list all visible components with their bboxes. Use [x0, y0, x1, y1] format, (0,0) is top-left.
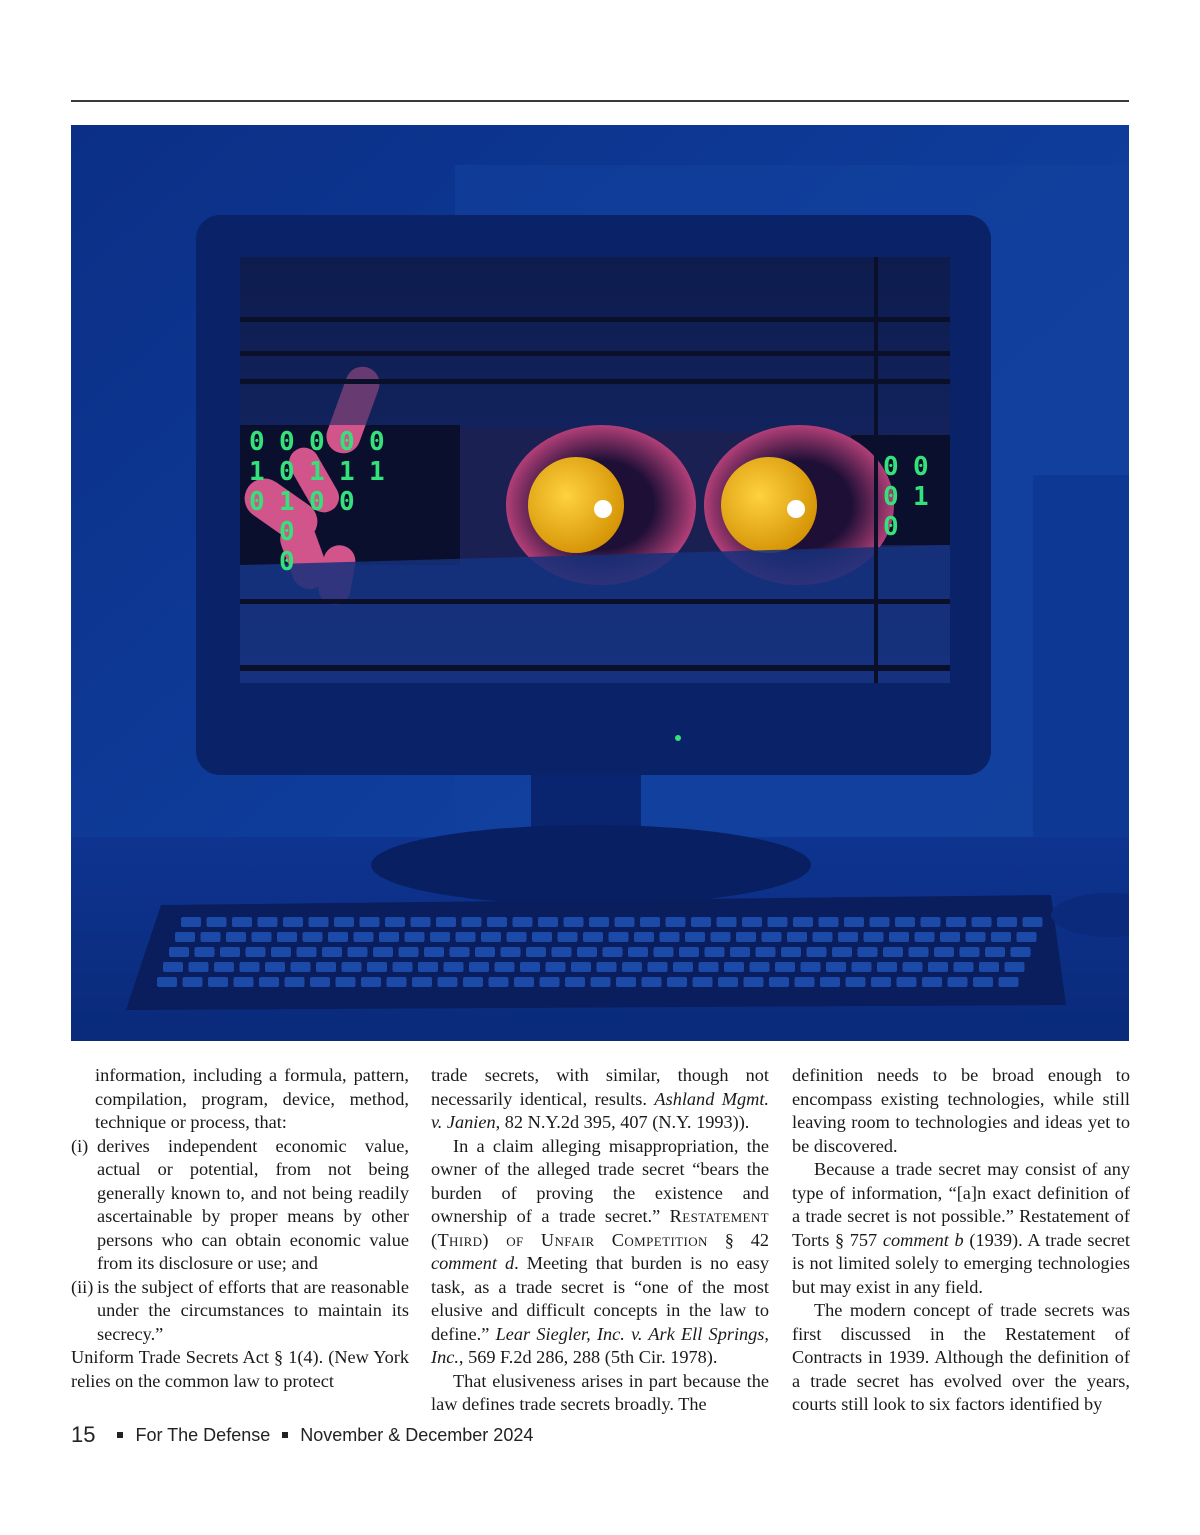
keyboard-key	[615, 917, 635, 927]
keyboard-key	[252, 932, 272, 942]
keyboard-key	[1011, 947, 1031, 957]
keyboard-key	[801, 962, 821, 972]
item-text: derives independent economic value, actual or potential, from not being generally known to, and not being readily ascertainable by proper means by other persons who can obtain economic value from its disclosure or use; and	[97, 1135, 409, 1273]
keyboard-key	[909, 947, 929, 957]
keyboard-key	[691, 917, 711, 927]
keyboard-key	[660, 932, 680, 942]
keyboard-key	[769, 977, 789, 987]
keyboard-key	[928, 962, 948, 972]
keyboard-key	[265, 962, 285, 972]
keyboard-key	[699, 962, 719, 972]
binary-digit: 0	[883, 452, 899, 482]
keyboard-key	[832, 947, 852, 957]
issue-date: November & December 2024	[300, 1424, 534, 1445]
text-run: (1939). A trade secret is not limited solely to emerging technologies but may exist in any field.	[792, 1229, 1130, 1297]
keyboard-key	[277, 932, 297, 942]
keyboard-key	[616, 977, 636, 987]
keyboard-key	[336, 977, 356, 987]
keyboard-key	[718, 977, 738, 987]
keyboard-key	[342, 962, 362, 972]
keyboard-key	[756, 947, 776, 957]
keyboard-key	[628, 947, 648, 957]
keyboard-key	[334, 917, 354, 927]
keyboard-key	[768, 917, 788, 927]
keyboard-key	[271, 947, 291, 957]
keyboard-key	[622, 962, 642, 972]
keyboard-key	[565, 977, 585, 987]
bullet-separator-icon	[282, 1432, 288, 1438]
keyboard-key	[571, 962, 591, 972]
text-column-3	[792, 1064, 1130, 1417]
keyboard-key	[450, 947, 470, 957]
keyboard-key	[354, 932, 374, 942]
case-name: Lear Siegler, Inc. v. Ark Ell Springs, Inc.	[431, 1323, 769, 1367]
keyboard-key	[297, 947, 317, 957]
article-illustration	[71, 125, 1129, 1041]
keyboard-key	[360, 917, 380, 927]
keyboard-key	[175, 932, 195, 942]
keyboard-key	[310, 977, 330, 987]
keyboard-key	[189, 962, 209, 972]
keyboard-key	[411, 917, 431, 927]
keyboard-key	[303, 932, 323, 942]
binary-digit: 1	[249, 457, 265, 487]
keyboard-key	[501, 947, 521, 957]
keyboard-key	[787, 932, 807, 942]
keyboard-key	[405, 932, 425, 942]
keyboard-key	[846, 977, 866, 987]
binary-digit: 1	[369, 457, 385, 487]
keyboard-key	[183, 977, 203, 987]
keyboard-key	[514, 977, 534, 987]
publication-name: For The Defense	[135, 1424, 271, 1445]
keyboard-key	[316, 962, 336, 972]
keyboard-key	[870, 917, 890, 927]
keyboard-key	[513, 917, 533, 927]
keyboard-key	[163, 962, 183, 972]
keyboard-key	[207, 917, 227, 927]
keyboard-key	[226, 932, 246, 942]
keyboard-key	[679, 947, 699, 957]
keyboard-key	[915, 932, 935, 942]
keyboard-key	[991, 932, 1011, 942]
keyboard-key	[934, 947, 954, 957]
keyboard-key	[742, 917, 762, 927]
keyboard-key	[157, 977, 177, 987]
keyboard-key	[291, 962, 311, 972]
keyboard-key	[711, 932, 731, 942]
keyboard-key	[597, 962, 617, 972]
comment-reference: comment b	[882, 1229, 964, 1250]
keyboard-key	[577, 947, 597, 957]
text-run: , 82 N.Y.2d 395, 407 (N.Y. 1993)).	[495, 1112, 750, 1132]
keyboard-key	[954, 962, 974, 972]
paragraph	[792, 1158, 1130, 1299]
text-run: Because a trade secret may consist of any type of information, “[a]n exact definition of a trade secret is not possible.” Restatement of Torts § 757	[792, 1159, 1130, 1250]
keyboard-key	[436, 917, 456, 927]
keyboard-key	[819, 917, 839, 927]
keyboard-key	[558, 932, 578, 942]
keyboard-key	[258, 917, 278, 927]
binary-digit: 0	[279, 457, 295, 487]
keyboard-key	[169, 947, 189, 957]
keyboard-key	[948, 977, 968, 987]
keyboard-key	[736, 932, 756, 942]
keyboard-key	[966, 932, 986, 942]
statute-quote-lead: information, including a formula, pattern, compilation, program, device, method, technique or process, that:	[95, 1065, 409, 1132]
binary-digit: 0	[883, 482, 899, 512]
keyboard-key	[793, 917, 813, 927]
keyboard-key	[234, 977, 254, 987]
keyboard-key	[481, 932, 501, 942]
paragraph: The modern concept of trade secrets was first discussed in the Restatement of Contracts in 1939. Although the definition of a trade secret has evolved over the years, courts still look to six factors identified by	[792, 1300, 1130, 1414]
keyboard-key	[462, 917, 482, 927]
keyboard-key	[960, 947, 980, 957]
binary-digit: 0	[913, 452, 929, 482]
bullet-separator-icon	[117, 1432, 123, 1438]
statute-item-i	[71, 1135, 409, 1276]
keyboard-key	[487, 917, 507, 927]
keyboard-key	[309, 917, 329, 927]
binary-digit: 0	[369, 427, 385, 457]
keyboard-key	[552, 947, 572, 957]
binary-digit: 1	[309, 457, 325, 487]
keyboard-key	[283, 917, 303, 927]
keyboard-key	[883, 947, 903, 957]
case-name: Ashland Mgmt. v. Janien	[431, 1088, 770, 1132]
keyboard-key	[693, 977, 713, 987]
keyboard-key	[322, 947, 342, 957]
text-run: , 569 F.2d 286, 288 (5th Cir. 1978).	[458, 1347, 718, 1367]
keyboard-key	[813, 932, 833, 942]
binary-digit: 1	[339, 457, 355, 487]
keyboard-key	[393, 962, 413, 972]
keyboard-key	[246, 947, 266, 957]
keyboard-key	[195, 947, 215, 957]
keyboard-key	[328, 932, 348, 942]
keyboard-key	[603, 947, 623, 957]
keyboard-key	[240, 962, 260, 972]
keyboard-key	[424, 947, 444, 957]
keyboard-key	[877, 962, 897, 972]
keyboard-key	[940, 932, 960, 942]
keyboard-key	[348, 947, 368, 957]
item-marker: (i)	[71, 1135, 89, 1156]
keyboard-key	[463, 977, 483, 987]
statute-item-ii	[71, 1276, 409, 1347]
keyboard-key	[730, 947, 750, 957]
keyboard-key	[475, 947, 495, 957]
keyboard-key	[232, 917, 252, 927]
keyboard-key	[852, 962, 872, 972]
text-run: trade secrets, with similar, though not necessarily identical, results.	[431, 1065, 769, 1109]
keyboard-key	[795, 977, 815, 987]
keyboard-key	[418, 962, 438, 972]
keyboard-key	[985, 947, 1005, 957]
keyboard-key	[972, 917, 992, 927]
keyboard-key	[897, 977, 917, 987]
keyboard-key	[922, 977, 942, 987]
paragraph: definition needs to be broad enough to encompass existing technologies, while still leaving room to technologies and ideas yet to be discovered.	[792, 1065, 1130, 1156]
page-number: 15	[71, 1422, 96, 1447]
keyboard-key	[648, 962, 668, 972]
paragraph	[431, 1135, 769, 1370]
keyboard-key	[540, 977, 560, 987]
text-column-1	[71, 1064, 409, 1393]
keyboard-key	[412, 977, 432, 987]
keyboard-key	[526, 947, 546, 957]
binary-digit: 1	[913, 482, 929, 512]
keyboard-key	[750, 962, 770, 972]
keyboard-key	[838, 932, 858, 942]
statute-citation-paragraph: Uniform Trade Secrets Act § 1(4). (New York relies on the common law to protect	[71, 1347, 409, 1391]
keyboard-key	[469, 962, 489, 972]
keyboard-key	[997, 917, 1017, 927]
keyboard-key	[444, 962, 464, 972]
paragraph	[431, 1064, 769, 1135]
keyboard-key	[999, 977, 1019, 987]
binary-digit: 0	[279, 547, 295, 577]
keyboard-key	[762, 932, 782, 942]
keyboard-key	[373, 947, 393, 957]
binary-digit: 0	[309, 487, 325, 517]
keyboard-key	[589, 917, 609, 927]
keyboard-key	[826, 962, 846, 972]
comment-reference: comment d	[431, 1253, 515, 1273]
keyboard-key	[1023, 917, 1043, 927]
keyboard-key	[858, 947, 878, 957]
binary-digit: 0	[339, 427, 355, 457]
binary-digit: 0	[249, 427, 265, 457]
keyboard-key	[399, 947, 419, 957]
source-title: Restatement (Third) of Unfair Competition	[431, 1206, 769, 1250]
keyboard-key	[717, 917, 737, 927]
keyboard-key	[507, 932, 527, 942]
keyboard-key	[634, 932, 654, 942]
binary-digit: 0	[339, 487, 355, 517]
keyboard-key	[807, 947, 827, 957]
keyboard-key	[609, 932, 629, 942]
keyboard-key	[903, 962, 923, 972]
keyboard-key	[361, 977, 381, 987]
keyboard-key	[654, 947, 674, 957]
keyboard-key	[387, 977, 407, 987]
keyboard-key	[667, 977, 687, 987]
text-run: § 42	[707, 1229, 770, 1250]
keyboard-key	[379, 932, 399, 942]
keyboard-key	[583, 932, 603, 942]
text-run: . Meeting that burden is no easy task, as a trade secret is “one of the most elusive and difficult concepts in the law to define.”	[431, 1253, 769, 1344]
keyboard-key	[889, 932, 909, 942]
keyboard-key	[495, 962, 515, 972]
keyboard-key	[946, 917, 966, 927]
page-footer	[71, 1420, 533, 1450]
keyboard-key	[781, 947, 801, 957]
keyboard-key	[973, 977, 993, 987]
binary-digit: 0	[279, 517, 295, 547]
binary-digit: 1	[279, 487, 295, 517]
keyboard-key	[640, 917, 660, 927]
keyboard-key	[438, 977, 458, 987]
keyboard-key	[844, 917, 864, 927]
keyboard-key	[208, 977, 228, 987]
keyboard-key	[895, 917, 915, 927]
item-text: is the subject of efforts that are reasonable under the circumstances to maintain its secrecy.”	[97, 1276, 409, 1344]
computer-monitor-with-robot-eyes-illustration	[71, 125, 1129, 1041]
keyboard-key	[564, 917, 584, 927]
keyboard-key	[673, 962, 693, 972]
keyboard-key	[705, 947, 725, 957]
keyboard-key	[591, 977, 611, 987]
keyboard-key	[775, 962, 795, 972]
keyboard-key	[181, 917, 201, 927]
binary-digit: 0	[249, 487, 265, 517]
keyboard-key	[1005, 962, 1025, 972]
keyboard-key	[259, 977, 279, 987]
keyboard-key	[220, 947, 240, 957]
keyboard-key	[642, 977, 662, 987]
keyboard-key	[744, 977, 764, 987]
keyboard-key	[367, 962, 387, 972]
item-marker: (ii)	[71, 1276, 94, 1297]
text-column-2	[431, 1064, 769, 1417]
keyboard-key	[456, 932, 476, 942]
keyboard-key	[871, 977, 891, 987]
keyboard-key	[724, 962, 744, 972]
header-rule	[71, 100, 1129, 102]
keyboard-key	[430, 932, 450, 942]
keyboard-key	[685, 932, 705, 942]
keyboard-key	[864, 932, 884, 942]
keyboard-key	[489, 977, 509, 987]
paragraph: That elusiveness arises in part because the law defines trade secrets broadly. The	[431, 1370, 769, 1414]
binary-digit: 0	[883, 512, 899, 542]
keyboard-key	[201, 932, 221, 942]
keyboard-key	[385, 917, 405, 927]
keyboard-key	[546, 962, 566, 972]
keyboard-key	[820, 977, 840, 987]
keyboard-key	[921, 917, 941, 927]
keyboard-key	[214, 962, 234, 972]
keyboard-key	[666, 917, 686, 927]
binary-digit: 0	[309, 427, 325, 457]
keyboard-key	[532, 932, 552, 942]
keyboard-key	[285, 977, 305, 987]
text-run: In a claim alleging misappropriation, the owner of the alleged trade secret “bears the burden of proving the existence and ownership of a trade secret.”	[431, 1135, 769, 1226]
binary-digit: 0	[279, 427, 295, 457]
keyboard-key	[1017, 932, 1037, 942]
keyboard-key	[538, 917, 558, 927]
keyboard-key	[520, 962, 540, 972]
keyboard-key	[979, 962, 999, 972]
